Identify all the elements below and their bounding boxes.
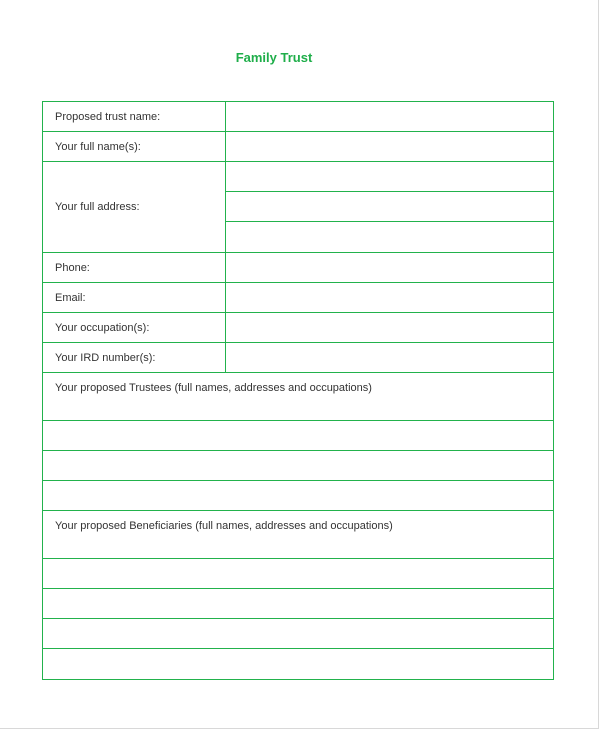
- phone-label: Phone:: [43, 253, 226, 282]
- address-label: Your full address:: [43, 162, 226, 252]
- beneficiaries-line-4-field[interactable]: [43, 649, 553, 679]
- document-title: Family Trust: [235, 50, 313, 65]
- form-row-phone: [43, 253, 553, 283]
- trust-name-label: Proposed trust name:: [43, 102, 226, 131]
- form-row-ird: [43, 343, 553, 373]
- form-row-email: [43, 283, 553, 313]
- full-names-field[interactable]: [226, 132, 553, 161]
- trust-name-field[interactable]: [226, 102, 553, 131]
- address-line-1-field[interactable]: [226, 162, 553, 192]
- beneficiaries-line-1-field[interactable]: [43, 559, 553, 589]
- form-row-address: [43, 162, 553, 253]
- email-label: Email:: [43, 283, 226, 312]
- beneficiaries-line-3-field[interactable]: [43, 619, 553, 649]
- trustees-line-1-field[interactable]: [43, 421, 553, 451]
- full-names-label: Your full name(s):: [43, 132, 226, 161]
- form-row-full-names: [43, 132, 553, 162]
- form-row-trust-name: [43, 102, 553, 132]
- address-line-3-field[interactable]: [226, 222, 553, 252]
- trust-form-table: [42, 101, 554, 680]
- ird-field[interactable]: [226, 343, 553, 372]
- address-line-2-field[interactable]: [226, 192, 553, 222]
- address-lines: [226, 162, 553, 252]
- trustees-heading: Your proposed Trustees (full names, addresses and occupations): [43, 373, 553, 421]
- email-field[interactable]: [226, 283, 553, 312]
- trustees-line-2-field[interactable]: [43, 451, 553, 481]
- beneficiaries-heading: Your proposed Beneficiaries (full names, addresses and occupations): [43, 511, 553, 559]
- ird-label: Your IRD number(s):: [43, 343, 226, 372]
- form-row-occupation: [43, 313, 553, 343]
- occupation-field[interactable]: [226, 313, 553, 342]
- occupation-label: Your occupation(s):: [43, 313, 226, 342]
- trustees-line-3-field[interactable]: [43, 481, 553, 511]
- beneficiaries-line-2-field[interactable]: [43, 589, 553, 619]
- phone-field[interactable]: [226, 253, 553, 282]
